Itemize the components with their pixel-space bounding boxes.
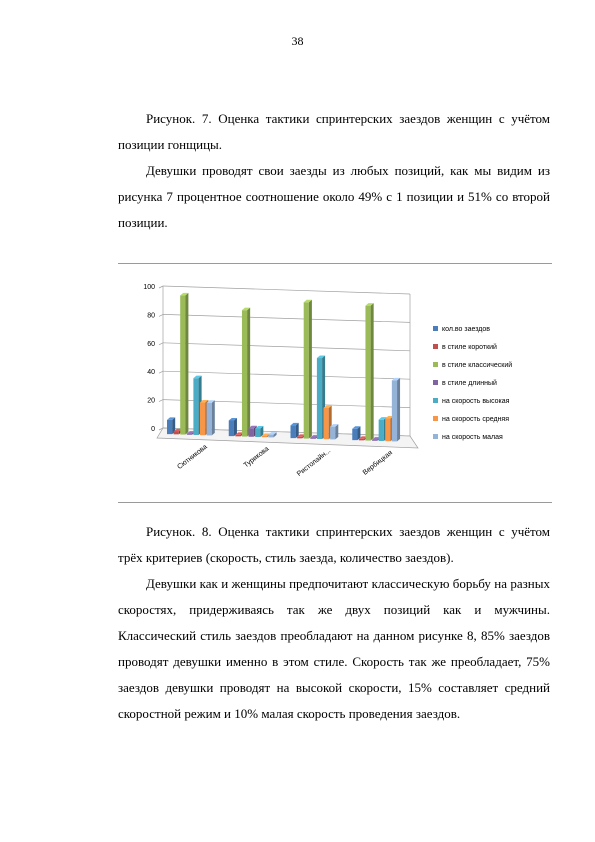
legend-entry [433,343,497,351]
bar [365,303,373,440]
legend-swatch [433,380,438,385]
y-tick-label: 60 [147,340,155,348]
legend-swatch [433,362,438,367]
bar [255,426,263,437]
legend-entry [433,326,490,333]
y-tick-label: 20 [147,397,155,405]
page-number: 38 [291,34,304,48]
gridline-side [159,314,163,316]
bar [242,308,250,437]
chart-bottom-rule [118,502,552,503]
legend-entry [433,361,512,369]
legend-label: в стиле короткий [442,344,497,351]
legend-label: кол.во заездов [442,326,490,333]
chart-bars [167,293,400,442]
legend-label: в стиле длинный [442,380,497,387]
x-category-label: Турикова [242,445,271,470]
gridline-side [159,343,163,345]
bar [330,424,338,439]
gridline-side [159,286,163,288]
bar [229,418,237,436]
legend-entry [433,434,503,441]
bar [304,300,312,439]
x-category-label: Сютникова [176,443,209,471]
bar [180,293,188,435]
bar [392,378,400,442]
legend-label: на скорость малая [442,434,503,441]
chart-top-rule [118,263,552,264]
bar [291,423,299,438]
legend-entry [433,379,497,387]
gridline [163,286,410,294]
bar-chart-figure-8 [118,266,552,500]
legend-label: на скорость средняя [442,416,509,423]
legend-entry [433,416,509,423]
legend-label: на скорость высокая [442,398,510,405]
y-tick-label: 40 [147,369,155,377]
y-tick-label: 100 [143,284,155,291]
chart-legend [433,326,512,441]
x-category-label: Ристолайн... [295,447,333,478]
gridline-side [159,400,163,402]
figure-8-caption: Рисунок. 8. Оценка тактики спринтерских заездов женщин с учётом трёх критериев (скорость, стиль заезда, количество заездов). [118,524,550,565]
bar [352,426,360,440]
gridline-side [159,371,163,373]
figure-7-caption: Рисунок. 7. Оценка тактики спринтерских заездов женщин с учётом позиции гонщицы. [118,111,550,152]
x-category-label: Вербицкая [361,449,394,477]
x-axis-categories [176,443,394,478]
legend-swatch [433,416,438,421]
y-tick-label: 0 [151,426,155,433]
paragraph-conclusion: Девушки как и женщины предпочитают классическую борьбу на разных скоростях, придерживаясь так же двух позиций как и мужчины. Классический стиль заездов преобладают на данном рисунке 8, 85% заездов проводят девушки именно в этом стиле. Скорость так же преобладает, 75% заездов девушки проводят на высокой скорости, 15% составляет средний скоростной режим и 10% малая скорость проведения заездов. [118,576,550,721]
bar [207,400,215,435]
legend-swatch [433,344,438,349]
legend-swatch [433,398,438,403]
legend-entry [433,398,510,405]
legend-swatch [433,434,438,439]
legend-label: в стиле классический [442,362,513,369]
y-axis-ticks [143,284,155,433]
paragraph-positions: Девушки проводят свои заезды из любых позиций, как мы видим из рисунка 7 процентное соотношение около 49% с 1 позиции и 51% со второй позиции. [118,163,550,230]
y-tick-label: 80 [147,312,155,320]
legend-swatch [433,326,438,331]
